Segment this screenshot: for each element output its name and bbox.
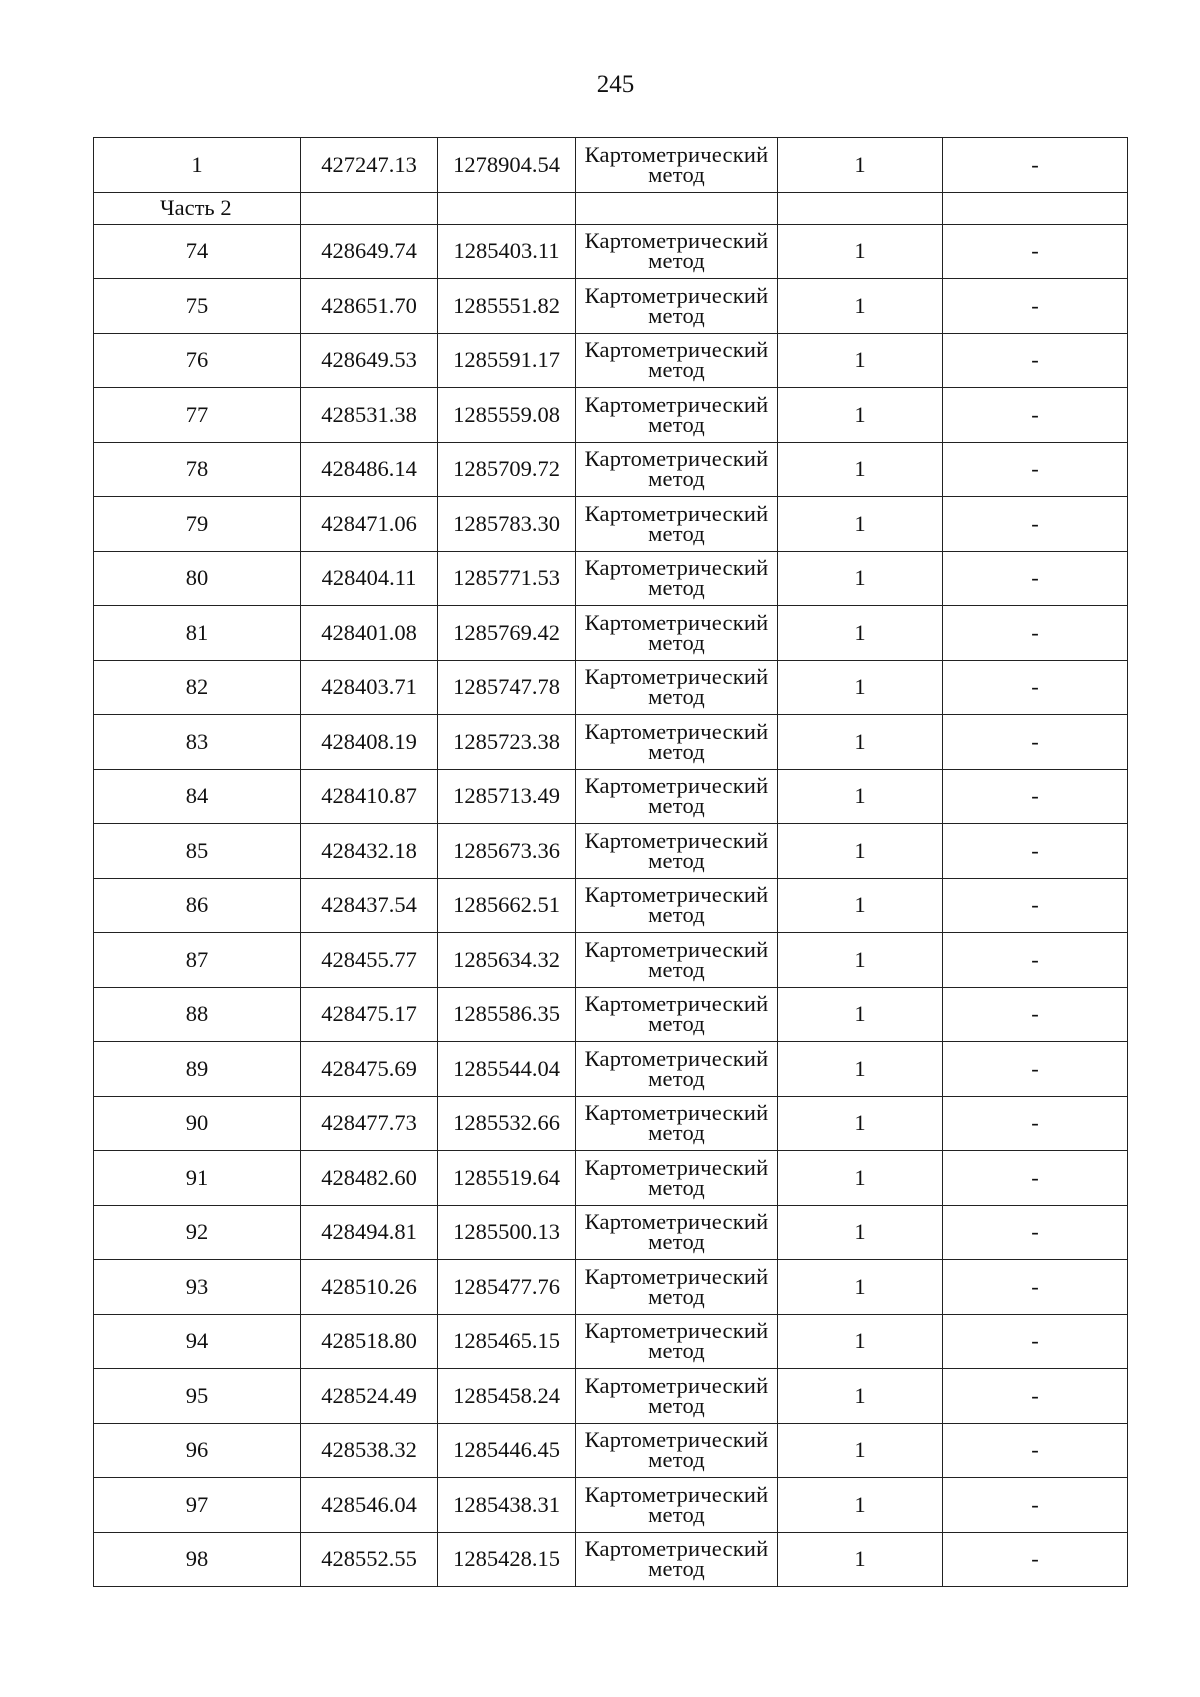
method-line-2: метод	[648, 520, 705, 546]
description-cell: -	[943, 1314, 1128, 1369]
y-coordinate-cell: 1285544.04	[438, 1042, 576, 1097]
point-number-cell: 77	[94, 388, 301, 443]
accuracy-cell: 1	[778, 333, 943, 388]
method-line-2: метод	[648, 248, 705, 274]
point-number-cell: 90	[94, 1096, 301, 1151]
y-coordinate-cell: 1285500.13	[438, 1205, 576, 1260]
table-row	[94, 769, 1128, 824]
method-line-2: метод	[648, 161, 705, 187]
accuracy-cell: 1	[778, 551, 943, 606]
x-coordinate-cell: 428437.54	[301, 878, 438, 933]
method-cell	[576, 824, 778, 879]
y-coordinate-cell: 1285771.53	[438, 551, 576, 606]
point-number-cell: 85	[94, 824, 301, 879]
description-cell: -	[943, 933, 1128, 988]
x-coordinate-cell: 428477.73	[301, 1096, 438, 1151]
table-row	[94, 1532, 1128, 1587]
y-coordinate-cell: 1285465.15	[438, 1314, 576, 1369]
accuracy-cell: 1	[778, 606, 943, 661]
method-cell	[576, 715, 778, 770]
y-coordinate-cell: 1285559.08	[438, 388, 576, 443]
empty-cell	[778, 192, 943, 224]
method-line-1: Картометрический	[584, 228, 769, 254]
accuracy-cell: 1	[778, 660, 943, 715]
point-number-cell: 79	[94, 497, 301, 552]
description-cell: -	[943, 1260, 1128, 1315]
x-coordinate-cell: 428518.80	[301, 1314, 438, 1369]
accuracy-cell: 1	[778, 1532, 943, 1587]
method-line-1: Картометрический	[584, 1100, 769, 1126]
accuracy-cell: 1	[778, 769, 943, 824]
table-row	[94, 1096, 1128, 1151]
method-cell	[576, 606, 778, 661]
accuracy-cell: 1	[778, 1423, 943, 1478]
table-row	[94, 878, 1128, 933]
method-line-1: Картометрический	[584, 882, 769, 908]
y-coordinate-cell: 1285713.49	[438, 769, 576, 824]
table-row	[94, 1260, 1128, 1315]
x-coordinate-cell: 428403.71	[301, 660, 438, 715]
point-number-cell: 75	[94, 279, 301, 334]
method-cell	[576, 1314, 778, 1369]
x-coordinate-cell: 428538.32	[301, 1423, 438, 1478]
table-row	[94, 333, 1128, 388]
method-line-2: метод	[648, 1338, 705, 1364]
x-coordinate-cell: 428404.11	[301, 551, 438, 606]
point-number-cell: 92	[94, 1205, 301, 1260]
x-coordinate-cell: 428410.87	[301, 769, 438, 824]
y-coordinate-cell: 1285783.30	[438, 497, 576, 552]
x-coordinate-cell: 428510.26	[301, 1260, 438, 1315]
accuracy-cell: 1	[778, 878, 943, 933]
x-coordinate-cell: 428455.77	[301, 933, 438, 988]
method-line-1: Картометрический	[584, 1318, 769, 1344]
description-cell: -	[943, 769, 1128, 824]
x-coordinate-cell: 428524.49	[301, 1369, 438, 1424]
description-cell: -	[943, 1423, 1128, 1478]
method-line-2: метод	[648, 302, 705, 328]
accuracy-cell: 1	[778, 497, 943, 552]
x-coordinate-cell: 428475.69	[301, 1042, 438, 1097]
point-number-cell: 87	[94, 933, 301, 988]
y-coordinate-cell: 1285662.51	[438, 878, 576, 933]
x-coordinate-cell: 428651.70	[301, 279, 438, 334]
method-line-2: метод	[648, 1065, 705, 1091]
method-line-1: Картометрический	[584, 664, 769, 690]
accuracy-cell: 1	[778, 1369, 943, 1424]
point-number-cell: 95	[94, 1369, 301, 1424]
method-line-1: Картометрический	[584, 500, 769, 526]
method-line-1: Картометрический	[584, 282, 769, 308]
section-label: Часть 2	[94, 192, 301, 224]
method-line-2: метод	[648, 357, 705, 383]
empty-cell	[301, 192, 438, 224]
method-line-2: метод	[648, 1120, 705, 1146]
method-line-2: метод	[648, 1501, 705, 1527]
description-cell: -	[943, 442, 1128, 497]
method-line-1: Картометрический	[584, 1154, 769, 1180]
method-cell	[576, 224, 778, 279]
method-line-1: Картометрический	[584, 446, 769, 472]
method-line-1: Картометрический	[584, 1481, 769, 1507]
table-row	[94, 1151, 1128, 1206]
table-row	[94, 224, 1128, 279]
accuracy-cell: 1	[778, 824, 943, 879]
method-line-2: метод	[648, 847, 705, 873]
y-coordinate-cell: 1285519.64	[438, 1151, 576, 1206]
method-cell	[576, 1042, 778, 1097]
table-row	[94, 1042, 1128, 1097]
point-number-cell: 74	[94, 224, 301, 279]
point-number-cell: 76	[94, 333, 301, 388]
method-line-1: Картометрический	[584, 773, 769, 799]
y-coordinate-cell: 1285586.35	[438, 987, 576, 1042]
y-coordinate-cell: 1285769.42	[438, 606, 576, 661]
method-line-1: Картометрический	[584, 141, 769, 167]
accuracy-cell: 1	[778, 388, 943, 443]
method-cell	[576, 442, 778, 497]
y-coordinate-cell: 1285446.45	[438, 1423, 576, 1478]
table-row	[94, 1205, 1128, 1260]
description-cell: -	[943, 1532, 1128, 1587]
method-line-1: Картометрический	[584, 991, 769, 1017]
method-cell	[576, 1096, 778, 1151]
description-cell: -	[943, 1042, 1128, 1097]
accuracy-cell: 1	[778, 1042, 943, 1097]
x-coordinate-cell: 428649.53	[301, 333, 438, 388]
table-row	[94, 551, 1128, 606]
method-cell	[576, 1151, 778, 1206]
method-cell	[576, 878, 778, 933]
y-coordinate-cell: 1278904.54	[438, 138, 576, 193]
method-cell	[576, 388, 778, 443]
y-coordinate-cell: 1285551.82	[438, 279, 576, 334]
method-line-2: метод	[648, 684, 705, 710]
table-row	[94, 1423, 1128, 1478]
method-cell	[576, 497, 778, 552]
method-line-2: метод	[648, 1447, 705, 1473]
accuracy-cell: 1	[778, 1260, 943, 1315]
method-line-1: Картометрический	[584, 555, 769, 581]
y-coordinate-cell: 1285591.17	[438, 333, 576, 388]
point-number-cell: 82	[94, 660, 301, 715]
method-line-1: Картометрический	[584, 718, 769, 744]
accuracy-cell: 1	[778, 987, 943, 1042]
x-coordinate-cell: 427247.13	[301, 138, 438, 193]
accuracy-cell: 1	[778, 279, 943, 334]
point-number-cell: 94	[94, 1314, 301, 1369]
method-line-2: метод	[648, 575, 705, 601]
description-cell: -	[943, 824, 1128, 879]
point-number-cell: 98	[94, 1532, 301, 1587]
table-row	[94, 715, 1128, 770]
method-line-1: Картометрический	[584, 1045, 769, 1071]
method-cell	[576, 1260, 778, 1315]
description-cell: -	[943, 606, 1128, 661]
x-coordinate-cell: 428408.19	[301, 715, 438, 770]
method-line-1: Картометрический	[584, 1427, 769, 1453]
accuracy-cell: 1	[778, 1096, 943, 1151]
method-line-1: Картометрический	[584, 1263, 769, 1289]
method-cell	[576, 933, 778, 988]
method-cell	[576, 138, 778, 193]
point-number-cell: 88	[94, 987, 301, 1042]
point-number-cell: 96	[94, 1423, 301, 1478]
method-cell	[576, 1205, 778, 1260]
method-line-2: метод	[648, 956, 705, 982]
description-cell: -	[943, 1205, 1128, 1260]
method-cell	[576, 1369, 778, 1424]
method-line-2: метод	[648, 466, 705, 492]
x-coordinate-cell: 428486.14	[301, 442, 438, 497]
accuracy-cell: 1	[778, 224, 943, 279]
point-number-cell: 83	[94, 715, 301, 770]
method-line-1: Картометрический	[584, 1536, 769, 1562]
description-cell: -	[943, 224, 1128, 279]
method-cell	[576, 660, 778, 715]
y-coordinate-cell: 1285532.66	[438, 1096, 576, 1151]
description-cell: -	[943, 388, 1128, 443]
point-number-cell: 78	[94, 442, 301, 497]
point-number-cell: 93	[94, 1260, 301, 1315]
method-cell	[576, 1423, 778, 1478]
table-row	[94, 933, 1128, 988]
empty-cell	[438, 192, 576, 224]
accuracy-cell: 1	[778, 715, 943, 770]
x-coordinate-cell: 428482.60	[301, 1151, 438, 1206]
description-cell: -	[943, 279, 1128, 334]
coordinates-table	[93, 137, 1128, 1587]
x-coordinate-cell: 428649.74	[301, 224, 438, 279]
method-line-2: метод	[648, 902, 705, 928]
method-line-2: метод	[648, 1392, 705, 1418]
table-row	[94, 660, 1128, 715]
description-cell: -	[943, 715, 1128, 770]
y-coordinate-cell: 1285428.15	[438, 1532, 576, 1587]
description-cell: -	[943, 138, 1128, 193]
method-line-1: Картометрический	[584, 337, 769, 363]
method-line-2: метод	[648, 1011, 705, 1037]
table-row	[94, 442, 1128, 497]
x-coordinate-cell: 428531.38	[301, 388, 438, 443]
point-number-cell: 97	[94, 1478, 301, 1533]
method-line-1: Картометрический	[584, 827, 769, 853]
method-cell	[576, 279, 778, 334]
description-cell: -	[943, 1478, 1128, 1533]
coordinates-table-body	[94, 138, 1128, 1587]
method-line-1: Картометрический	[584, 1372, 769, 1398]
description-cell: -	[943, 551, 1128, 606]
method-line-2: метод	[648, 1229, 705, 1255]
accuracy-cell: 1	[778, 442, 943, 497]
table-row	[94, 1478, 1128, 1533]
point-number-cell: 84	[94, 769, 301, 824]
method-line-1: Картометрический	[584, 936, 769, 962]
method-cell	[576, 1532, 778, 1587]
method-line-1: Картометрический	[584, 609, 769, 635]
accuracy-cell: 1	[778, 138, 943, 193]
table-row	[94, 1314, 1128, 1369]
method-cell	[576, 333, 778, 388]
description-cell: -	[943, 1096, 1128, 1151]
point-number-cell: 1	[94, 138, 301, 193]
x-coordinate-cell: 428552.55	[301, 1532, 438, 1587]
point-number-cell: 89	[94, 1042, 301, 1097]
y-coordinate-cell: 1285458.24	[438, 1369, 576, 1424]
y-coordinate-cell: 1285673.36	[438, 824, 576, 879]
method-line-2: метод	[648, 738, 705, 764]
y-coordinate-cell: 1285477.76	[438, 1260, 576, 1315]
accuracy-cell: 1	[778, 1151, 943, 1206]
empty-cell	[943, 192, 1128, 224]
point-number-cell: 91	[94, 1151, 301, 1206]
section-row	[94, 192, 1128, 224]
method-cell	[576, 987, 778, 1042]
description-cell: -	[943, 333, 1128, 388]
x-coordinate-cell: 428494.81	[301, 1205, 438, 1260]
page-number: 245	[596, 71, 635, 98]
table-row	[94, 1369, 1128, 1424]
description-cell: -	[943, 987, 1128, 1042]
y-coordinate-cell: 1285438.31	[438, 1478, 576, 1533]
description-cell: -	[943, 660, 1128, 715]
y-coordinate-cell: 1285403.11	[438, 224, 576, 279]
method-line-2: метод	[648, 1556, 705, 1582]
method-line-2: метод	[648, 629, 705, 655]
method-line-2: метод	[648, 1283, 705, 1309]
description-cell: -	[943, 1369, 1128, 1424]
method-cell	[576, 1478, 778, 1533]
table-row	[94, 138, 1128, 193]
accuracy-cell: 1	[778, 1478, 943, 1533]
point-number-cell: 86	[94, 878, 301, 933]
point-number-cell: 81	[94, 606, 301, 661]
method-line-2: метод	[648, 793, 705, 819]
table-row	[94, 279, 1128, 334]
method-line-1: Картометрический	[584, 1209, 769, 1235]
y-coordinate-cell: 1285747.78	[438, 660, 576, 715]
table-row	[94, 388, 1128, 443]
point-number-cell: 80	[94, 551, 301, 606]
description-cell: -	[943, 1151, 1128, 1206]
x-coordinate-cell: 428401.08	[301, 606, 438, 661]
method-cell	[576, 769, 778, 824]
method-cell	[576, 551, 778, 606]
description-cell: -	[943, 497, 1128, 552]
table-row	[94, 497, 1128, 552]
x-coordinate-cell: 428475.17	[301, 987, 438, 1042]
accuracy-cell: 1	[778, 1314, 943, 1369]
table-row	[94, 987, 1128, 1042]
method-line-1: Картометрический	[584, 391, 769, 417]
accuracy-cell: 1	[778, 933, 943, 988]
y-coordinate-cell: 1285723.38	[438, 715, 576, 770]
x-coordinate-cell: 428432.18	[301, 824, 438, 879]
y-coordinate-cell: 1285634.32	[438, 933, 576, 988]
description-cell: -	[943, 878, 1128, 933]
y-coordinate-cell: 1285709.72	[438, 442, 576, 497]
method-line-2: метод	[648, 1174, 705, 1200]
table-row	[94, 606, 1128, 661]
x-coordinate-cell: 428546.04	[301, 1478, 438, 1533]
table-row	[94, 824, 1128, 879]
method-line-2: метод	[648, 411, 705, 437]
empty-cell	[576, 192, 778, 224]
accuracy-cell: 1	[778, 1205, 943, 1260]
x-coordinate-cell: 428471.06	[301, 497, 438, 552]
